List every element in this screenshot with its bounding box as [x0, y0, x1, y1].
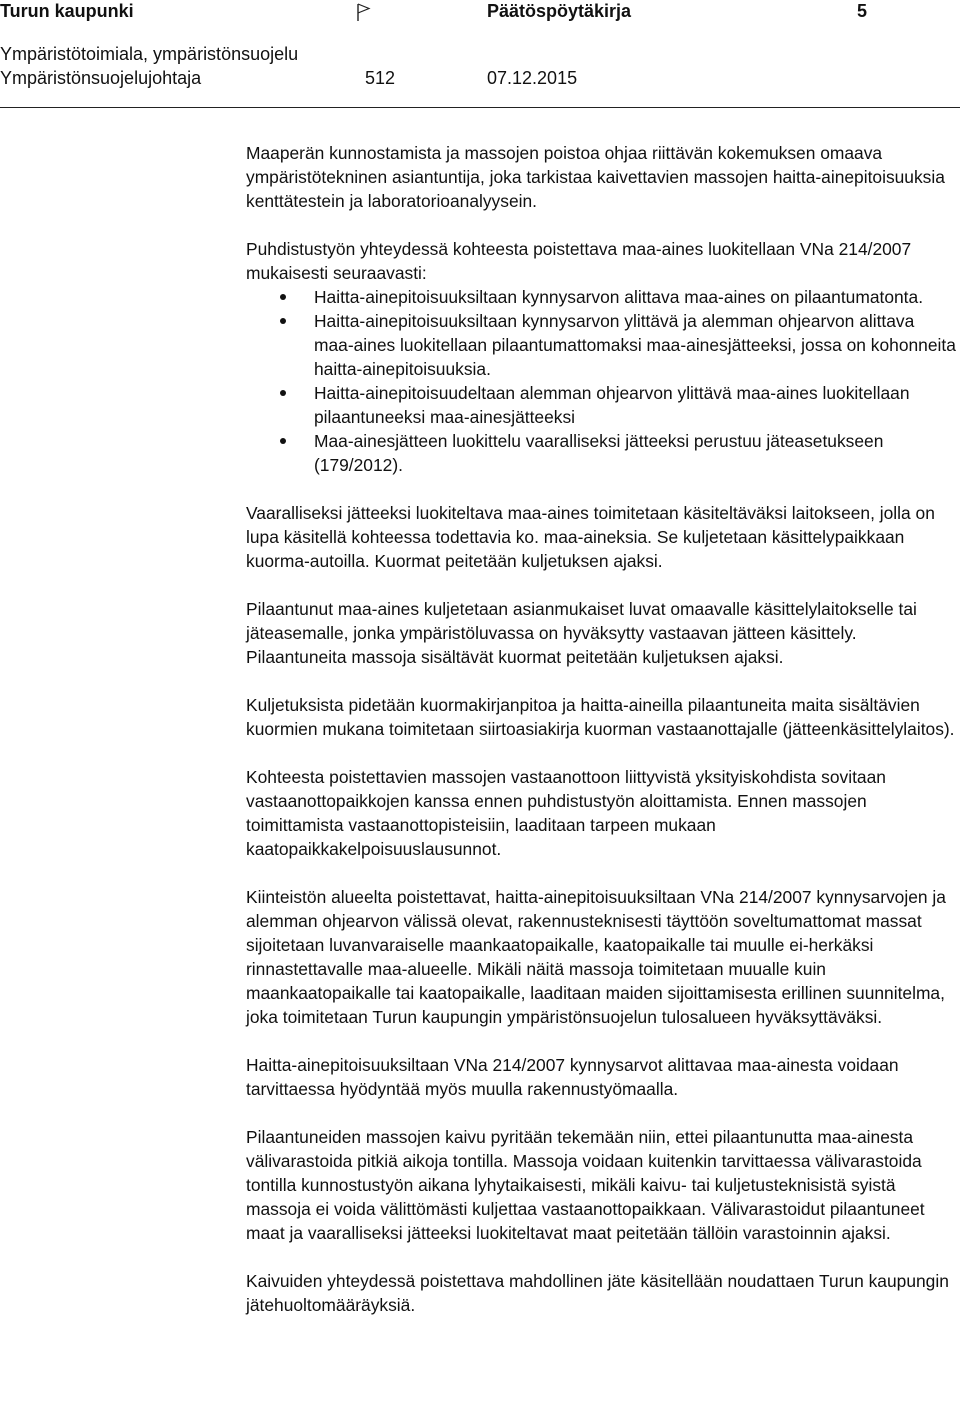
paragraph-intermediate-storage: Pilaantuneiden massojen kaivu pyritään tekemään niin, ettei pilaantunutta maa-ainesta välivarastoida pitkiä aikoja tontilla. Massoja voidaan kuitenkin tarvittaessa välivarastoida tontilla kunnostustyön aikana lyhytaikaisesti, mikäli kaivu- tai kuljetusteknisistä syistä massoja ei voida välittömästi kuljettaa vastaanottopaikkaan. Välivarastoidut pilaantuneet maat ja vaaralliseksi jätteeksi luokiteltavat maat peitetään tällöin varastoinnin ajaksi.: [246, 1127, 925, 1243]
paragraph-site-masses: Kiinteistön alueelta poistettavat, haitta-ainepitoisuuksiltaan VNa 214/2007 kynnysarvojen ja alemman ohjearvon välissä olevat, rakennusteknisesti täyttöön soveltumattomat massat sijoitetaan luvanvaraiselle maankaatopaikalle, kaatopaikalle tai muulle ei-herkäksi rinnastettavalle maa-alueelle. Mikäli näitä massoja toimitetaan muualle kuin maankaatopaikalle tai kaatopaikalle, laaditaan maiden sijoittamisesta erillinen suunnitelma, joka toimitetaan Turun kaupungin ympäristönsuojelun tulosalueen hyväksyttäväksi.: [246, 887, 946, 1027]
page-number: 5: [857, 1, 868, 21]
department-name: Ympäristötoimiala, ympäristönsuojelu: [0, 44, 299, 64]
paragraph-hazardous-waste: Vaaralliseksi jätteeksi luokiteltava maa-aines toimitetaan käsiteltäväksi laitokseen, jolla on lupa käsitellä kohteessa todettavia ko. maa-aineksia. Se kuljetetaan käsittelypaikkaan kuorma-autoilla. Kuormat peitetään kuljetuksen ajaksi.: [246, 503, 935, 571]
paragraph-load-records: Kuljetuksista pidetään kuormakirjanpitoa ja haitta-aineilla pilaantuneita maita sisältävien kuormien mukana toimitetaan siirtoasiakirja kuorman vastaanottajalle (jätteenkäsittelylaitos).: [246, 695, 955, 739]
paragraph-contaminated-transport: Pilaantunut maa-aines kuljetetaan asianmukaiset luvat omaavalle käsittelylaitokselle tai jäteasemalle, jonka ympäristöluvassa on hyväksytty vastaavan jätteen käsittely. Pilaantuneita massoja sisältävät kuormat peitetään kuljetuksen ajaksi.: [246, 599, 917, 667]
classification-list: [246, 285, 956, 477]
decision-date: 07.12.2015: [487, 68, 578, 88]
bullet-icon: [280, 438, 286, 444]
official-title: Ympäristönsuojelujohtaja: [0, 68, 202, 88]
bullet-icon: [280, 390, 286, 396]
decision-number: 512: [365, 68, 396, 88]
paragraph-reception-agreements: Kohteesta poistettavien massojen vastaanottoon liittyvistä yksityiskohdista sovitaan vastaanottopaikkojen kanssa ennen puhdistustyön aloittamista. Ennen massojen toimittamista vastaanottopisteisiin, laaditaan tarpeen mukaan kaatopaikkakelpoisuuslausunnot.: [246, 767, 886, 859]
header-divider: [0, 107, 960, 108]
document-header: [0, 0, 960, 110]
list-item: Maa-ainesjätteen luokittelu vaaralliseksi jätteeksi perustuu jäteasetukseen (179/2012).: [246, 429, 956, 477]
document-body: [246, 141, 956, 1341]
paragraph-expert-supervision: Maaperän kunnostamista ja massojen poistoa ohjaa riittävän kokemuksen omaava ympäristötekninen asiantuntija, joka tarkistaa kaivettavien massojen haitta-ainepitoisuuksia kenttätestein ja laboratorioanalyysein.: [246, 143, 945, 211]
paragraph-reuse: Haitta-ainepitoisuuksiltaan VNa 214/2007 kynnysarvot alittavaa maa-ainesta voidaan tarvittaessa hyödyntää myös muulla rakennustyömaalla.: [246, 1055, 899, 1099]
list-item: Haitta-ainepitoisuuksiltaan kynnysarvon alittava maa-aines on pilaantumatonta.: [246, 285, 956, 309]
list-item: Haitta-ainepitoisuuksiltaan kynnysarvon ylittävä ja alemman ohjearvon alittava maa-aines luokitellaan pilaantumattomaksi maa-ainesjätteeksi, jossa on kohonneita haitta-ainepitoisuuksia.: [246, 309, 956, 381]
document-type: Päätöspöytäkirja: [487, 1, 632, 21]
bullet-icon: [280, 318, 286, 324]
bullet-icon: [280, 294, 286, 300]
organization-name: Turun kaupunki: [0, 1, 134, 21]
flag-icon: [356, 2, 372, 22]
paragraph-waste-regulations: Kaivuiden yhteydessä poistettava mahdollinen jäte käsitellään noudattaen Turun kaupungin jätehuoltomääräyksiä.: [246, 1271, 949, 1315]
list-item: Haitta-ainepitoisuudeltaan alemman ohjearvon ylittävä maa-aines luokitellaan pilaantuneeksi maa-ainesjätteeksi: [246, 381, 956, 429]
paragraph-classification-intro: Puhdistustyön yhteydessä kohteesta poistettava maa-aines luokitellaan VNa 214/2007 mukaisesti seuraavasti:: [246, 239, 912, 283]
